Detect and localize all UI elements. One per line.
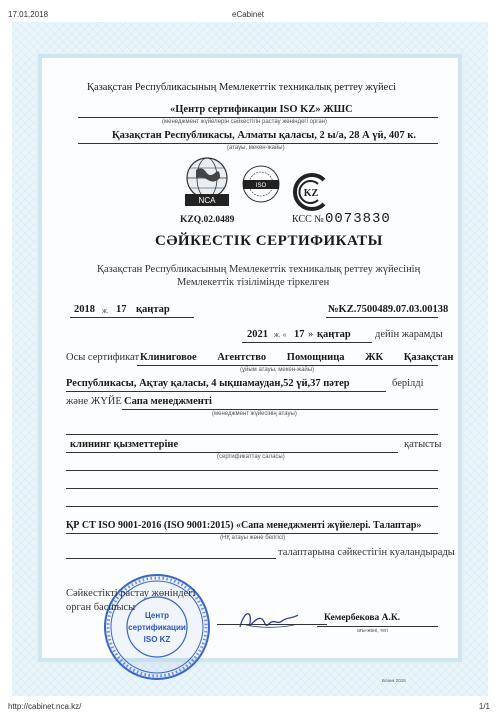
certificate-title: СӘЙКЕСТІК СЕРТИФИКАТЫ <box>155 233 383 249</box>
scope-tail: қатысты <box>404 439 442 450</box>
browser-footer <box>0 698 500 717</box>
registry-line-1: Қазақстан Республикасының Мемлекеттік техникалық реттеу жүйесінің <box>97 264 421 275</box>
organ-address: Қазақстан Республикасы, Алматы қаласы, 2 ы/а, 28 А үй, 407 к. <box>112 130 416 141</box>
stamp-text-2: сертификации <box>128 623 186 632</box>
standard-tail: талаптарына сәйкестігін куәландырады <box>278 547 455 558</box>
holder-label: Осы сертификат <box>66 352 140 363</box>
issue-year: 2018 <box>74 304 95 315</box>
valid-year: 2021 <box>247 329 268 340</box>
holder-tail: берілді <box>392 378 424 389</box>
system-value: Сапа менеджменті <box>124 396 212 407</box>
signature-icon <box>234 605 304 635</box>
kz-conformity-mark-icon <box>290 170 330 214</box>
blank-footnote: Бланк 2016 <box>382 678 406 683</box>
holder-caption: (ұйым атауы, мекен-жайы) <box>240 367 315 373</box>
scope-value: клининг қызметтеріне <box>70 439 179 450</box>
head-title-line-1: Сәйкестікті растау жөніндегі <box>66 588 196 599</box>
print-date: 17.01.2018 <box>8 10 49 19</box>
head-name-caption: аты-жөні, тегі <box>357 628 388 634</box>
scope-caption: (сертификаттау саласы) <box>217 454 285 460</box>
head-title-line-2: орган басшысы <box>66 602 136 613</box>
registry-line-2: Мемлекеттік тізілімінде тіркелген <box>177 277 330 288</box>
svg-text:NCA: NCA <box>198 196 216 205</box>
organ-caption: (менеджмент жүйелерін сәйкестігін растау жөніндегі орган) <box>162 119 327 125</box>
kss-number: 0073830 <box>325 211 391 227</box>
certificate-number: №KZ.7500489.07.03.00138 <box>328 304 449 315</box>
app-title: eCabinet <box>232 10 265 19</box>
standard: ҚР СТ ISO 9001-2016 (ISO 9001:2015) «Сапа менеджменті жүйелері. Талаптар» <box>66 520 422 531</box>
system-header: Қазақстан Республикасының Мемлекеттік техникалық реттеу жүйесі <box>87 82 397 93</box>
system-label: және ЖҮЙЕ <box>66 396 122 407</box>
standard-caption: (НҚ атауы және белгісі) <box>220 535 286 541</box>
system-caption: (менеджмент жүйесінің атауы) <box>212 411 297 417</box>
holder-line-1: Клиниговое Агентство Помощница ЖК Қазақстан <box>140 352 454 363</box>
issue-zh: ж. <box>102 308 109 315</box>
valid-quote: » <box>308 329 314 340</box>
address-caption: (атауы, мекен-жайы) <box>227 145 285 151</box>
valid-tail: дейін жарамды <box>375 329 443 340</box>
stamp-text-1: Центр <box>144 611 170 620</box>
issue-month: қаңтар <box>136 304 170 315</box>
certificate-sheet <box>12 22 488 696</box>
holder-line-2: Республикасы, Ақтау қаласы, 4 ықшамаудан,52 үй,37 пәтер <box>66 378 350 389</box>
stamp-text-3: ISO KZ <box>143 635 171 644</box>
valid-zh: ж. « <box>274 332 287 339</box>
globe-logo-icon <box>182 154 232 210</box>
issue-day: 17 <box>116 304 127 315</box>
organ-name: «Центр сертификации ISO KZ» ЖШС <box>170 104 353 115</box>
page-url: http://cabinet.nca.kz/ <box>8 702 82 711</box>
page-counter: 1/1 <box>478 702 490 711</box>
svg-text:KZ: KZ <box>303 188 319 199</box>
valid-month: қаңтар <box>317 329 351 340</box>
head-name: Кемербекова А.К. <box>324 613 401 623</box>
iqnet-logo-icon <box>237 162 285 206</box>
browser-header <box>0 0 500 22</box>
kss-label: КСС № <box>292 214 324 225</box>
svg-text:ISO: ISO <box>255 183 267 189</box>
valid-day: 17 <box>294 329 305 340</box>
registration-code: KZQ.02.0489 <box>180 215 235 225</box>
